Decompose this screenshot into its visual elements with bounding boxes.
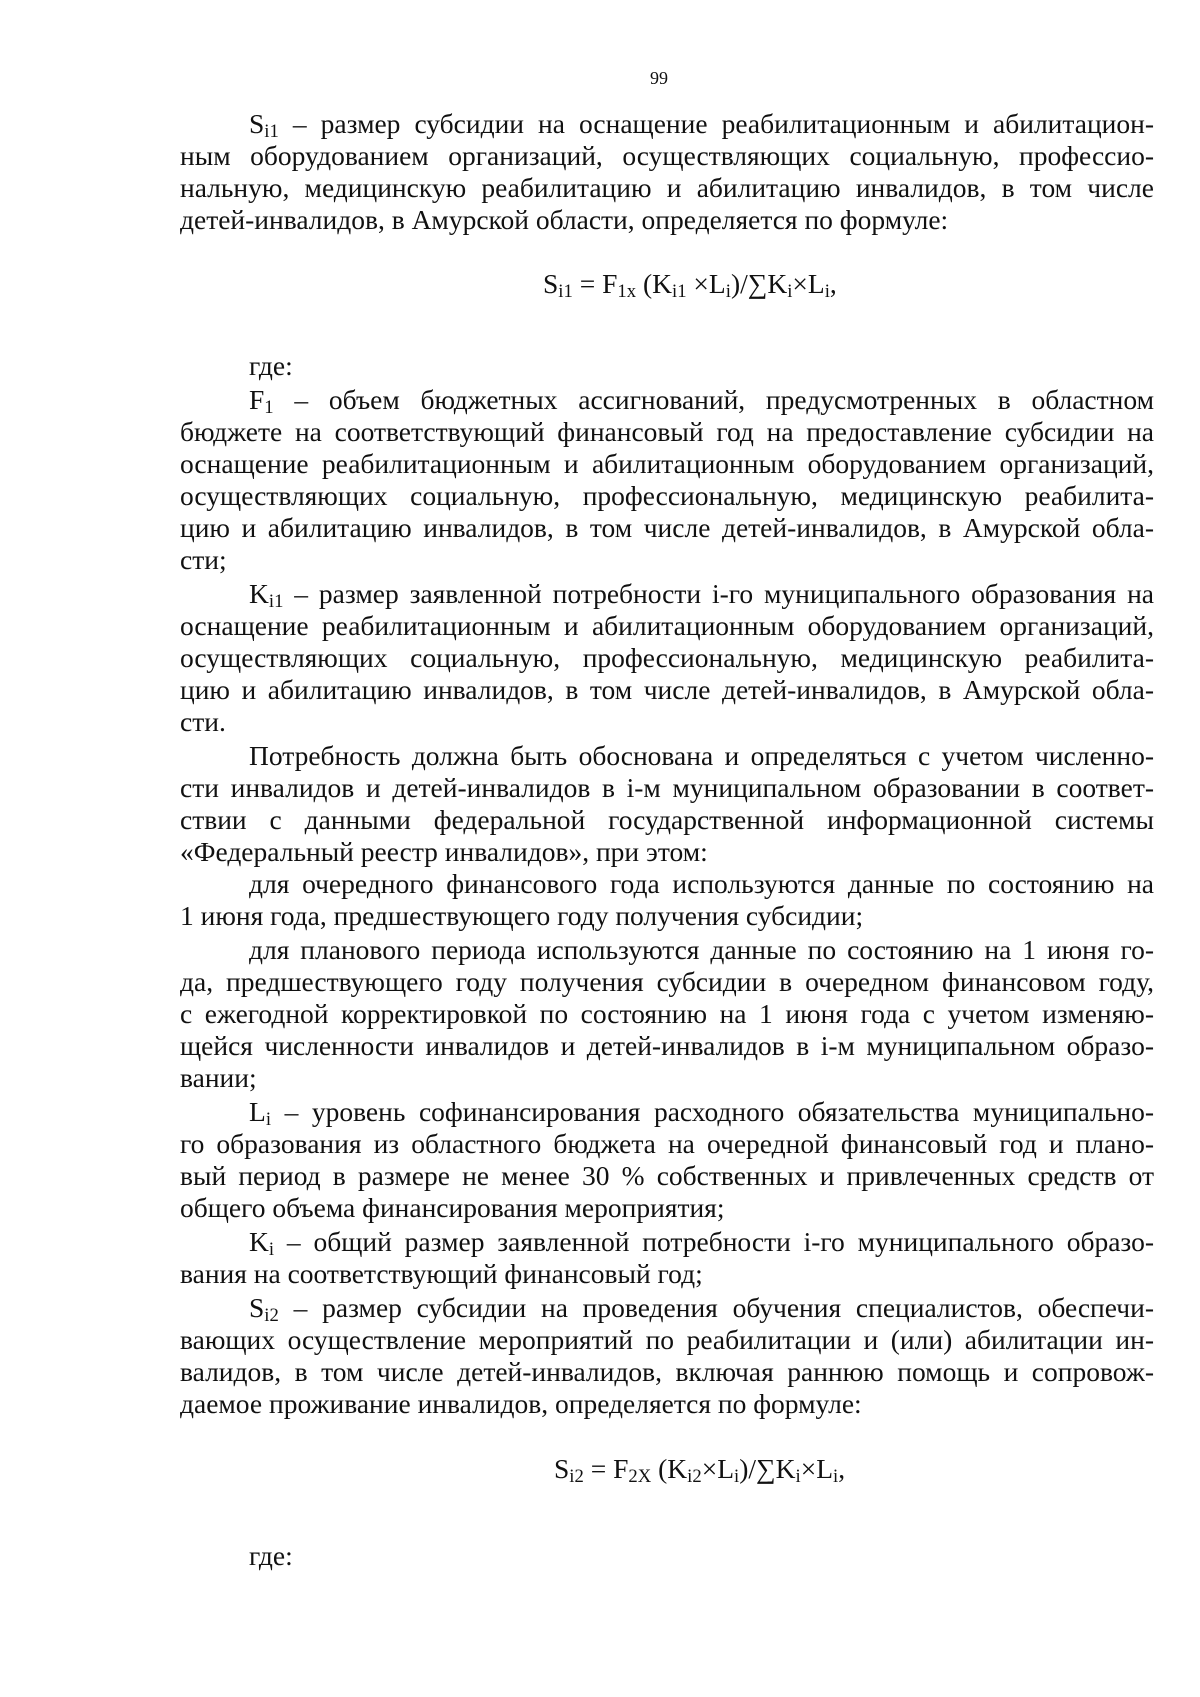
formula-subscript: i1 bbox=[558, 281, 573, 303]
formula-subscript: i2 bbox=[687, 1466, 702, 1488]
paragraph-line bbox=[249, 1226, 1155, 1261]
line-text: размер субсидии на проведения обучения специалистов, обеспечи- bbox=[322, 1292, 1154, 1323]
paragraph-line: валидов, в том числе детей-инвалидов, включая раннюю помощь и сопровож- bbox=[180, 1356, 1154, 1387]
formula-subscript: i1 bbox=[672, 281, 687, 303]
symbol-subscript: 1 bbox=[264, 397, 274, 419]
paragraph-line: бюджете на соответствующий финансовый год на предоставление субсидии на bbox=[180, 416, 1154, 447]
where-label: где: bbox=[249, 1540, 293, 1571]
paragraph-line: ным оборудованием организаций, осуществляющих социальную, профессио- bbox=[180, 140, 1154, 171]
symbol-k: K bbox=[249, 1226, 269, 1257]
dash: – bbox=[283, 578, 319, 609]
formula-subscript: i bbox=[787, 281, 793, 303]
paragraph-line: «Федеральный реестр инвалидов», при этом: bbox=[180, 836, 708, 867]
formula-subscript: i bbox=[833, 1466, 839, 1488]
paragraph-line: сти инвалидов и детей-инвалидов в i-м муниципальном образовании в соответ- bbox=[180, 772, 1154, 803]
paragraph-line: оснащение реабилитационным и абилитационным оборудованием организаций, bbox=[180, 448, 1154, 479]
paragraph-line: Потребность должна быть обоснована и определяться с учетом численно- bbox=[249, 740, 1154, 771]
paragraph-line bbox=[249, 578, 1154, 613]
formula-subscript: i bbox=[795, 1466, 801, 1488]
formula-s-i1 bbox=[543, 268, 837, 303]
paragraph-line bbox=[249, 108, 1155, 143]
paragraph-line bbox=[249, 1292, 1154, 1327]
formula-part: (K bbox=[651, 1453, 688, 1484]
formula-part: ×L bbox=[800, 1453, 833, 1484]
paragraph-line bbox=[249, 384, 1155, 419]
paragraph-line: вающих осуществление мероприятий по реабилитации и (или) абилитации ин- bbox=[180, 1324, 1154, 1355]
formula-subscript: i bbox=[725, 281, 731, 303]
line-text: общий размер заявленной потребности i-го муниципального образо- bbox=[313, 1226, 1155, 1257]
formula-symbol: S bbox=[543, 268, 559, 299]
paragraph-line: осуществляющих социальную, профессиональную, медицинскую реабилита- bbox=[180, 480, 1154, 511]
paragraph-line: для очередного финансового года используются данные по состоянию на bbox=[249, 868, 1154, 899]
symbol-k: K bbox=[249, 578, 269, 609]
paragraph-line: вания на соответствующий финансовый год; bbox=[180, 1258, 703, 1289]
formula-part: = F bbox=[572, 268, 618, 299]
dash: – bbox=[278, 108, 321, 139]
line-text: размер субсидии на оснащение реабилитационным и абилитацион- bbox=[320, 108, 1155, 139]
formula-symbol: S bbox=[554, 1453, 570, 1484]
paragraph-line: щейся численности инвалидов и детей-инвалидов в i-м муниципальном образо- bbox=[180, 1030, 1154, 1061]
symbol-subscript: i2 bbox=[264, 1305, 279, 1327]
dash: – bbox=[271, 1096, 312, 1127]
symbol-l: L bbox=[249, 1096, 266, 1127]
symbol-subscript: i1 bbox=[268, 591, 284, 613]
formula-part: )/∑K bbox=[739, 1453, 796, 1484]
formula-s-i2 bbox=[554, 1453, 846, 1488]
formula-part: ×L bbox=[701, 1453, 735, 1484]
line-text: размер заявленной потребности i-го муниципального образования на bbox=[318, 578, 1154, 609]
paragraph-line: детей-инвалидов, в Амурской области, определяется по формуле: bbox=[180, 204, 949, 235]
formula-part: (K bbox=[636, 268, 672, 299]
formula-part: , bbox=[829, 268, 837, 299]
symbol-subscript: i1 bbox=[264, 121, 279, 143]
formula-part: ×L bbox=[686, 268, 726, 299]
paragraph-line: осуществляющих социальную, профессиональную, медицинскую реабилита- bbox=[180, 642, 1154, 673]
paragraph-line: общего объема финансирования мероприятия; bbox=[180, 1192, 725, 1223]
formula-subscript: 1x bbox=[617, 281, 637, 303]
paragraph-line: да, предшествующего году получения субсидии в очередном финансовом году, bbox=[180, 966, 1154, 997]
line-text: уровень софинансирования расходного обязательства муниципально- bbox=[311, 1096, 1154, 1127]
paragraph-line: вый период в размере не менее 30 % собственных и привлеченных средств от bbox=[180, 1160, 1154, 1191]
symbol-s: S bbox=[249, 108, 265, 139]
paragraph-line: сти. bbox=[180, 706, 226, 737]
paragraph-line: даемое проживание инвалидов, определяется по формуле: bbox=[180, 1388, 862, 1419]
paragraph-line: цию и абилитацию инвалидов, в том числе детей-инвалидов, в Амурской обла- bbox=[180, 674, 1154, 705]
paragraph-line: оснащение реабилитационным и абилитационным оборудованием организаций, bbox=[180, 610, 1154, 641]
paragraph-line bbox=[249, 1096, 1154, 1131]
paragraph-line: вании; bbox=[180, 1062, 257, 1093]
paragraph-line: цию и абилитацию инвалидов, в том числе детей-инвалидов, в Амурской обла- bbox=[180, 512, 1154, 543]
symbol-f: F bbox=[249, 384, 265, 415]
dash: – bbox=[274, 1226, 314, 1257]
line-text: объем бюджетных ассигнований, предусмотренных в областном bbox=[328, 384, 1155, 415]
paragraph-line: для планового периода используются данные по состоянию на 1 июня го- bbox=[249, 934, 1154, 965]
paragraph-line: ствии с данными федеральной государственной информационной системы bbox=[180, 804, 1154, 835]
paragraph-line: сти; bbox=[180, 544, 227, 575]
page-number: 99 bbox=[650, 68, 668, 88]
formula-subscript: i2 bbox=[569, 1466, 584, 1488]
formula-part: ×L bbox=[792, 268, 825, 299]
formula-part: , bbox=[838, 1453, 846, 1484]
symbol-subscript: i bbox=[265, 1109, 272, 1131]
paragraph-line: с ежегодной корректировкой по состоянию на 1 июня года с учетом изменяю- bbox=[180, 998, 1154, 1029]
paragraph-line: го образования из областного бюджета на очередной финансовый год и плано- bbox=[180, 1128, 1154, 1159]
formula-subscript: i bbox=[824, 281, 830, 303]
formula-subscript: i bbox=[734, 1466, 740, 1488]
paragraph-line: нальную, медицинскую реабилитацию и абилитацию инвалидов, в том числе bbox=[180, 172, 1154, 203]
formula-part: )/∑K bbox=[730, 268, 788, 299]
formula-subscript: 2X bbox=[628, 1466, 652, 1488]
dash: – bbox=[273, 384, 329, 415]
symbol-s: S bbox=[249, 1292, 265, 1323]
dash: – bbox=[278, 1292, 323, 1323]
where-label: где: bbox=[249, 350, 293, 381]
paragraph-line: 1 июня года, предшествующего году получения субсидии; bbox=[180, 900, 864, 931]
formula-part: = F bbox=[583, 1453, 629, 1484]
symbol-subscript: i bbox=[268, 1239, 275, 1261]
